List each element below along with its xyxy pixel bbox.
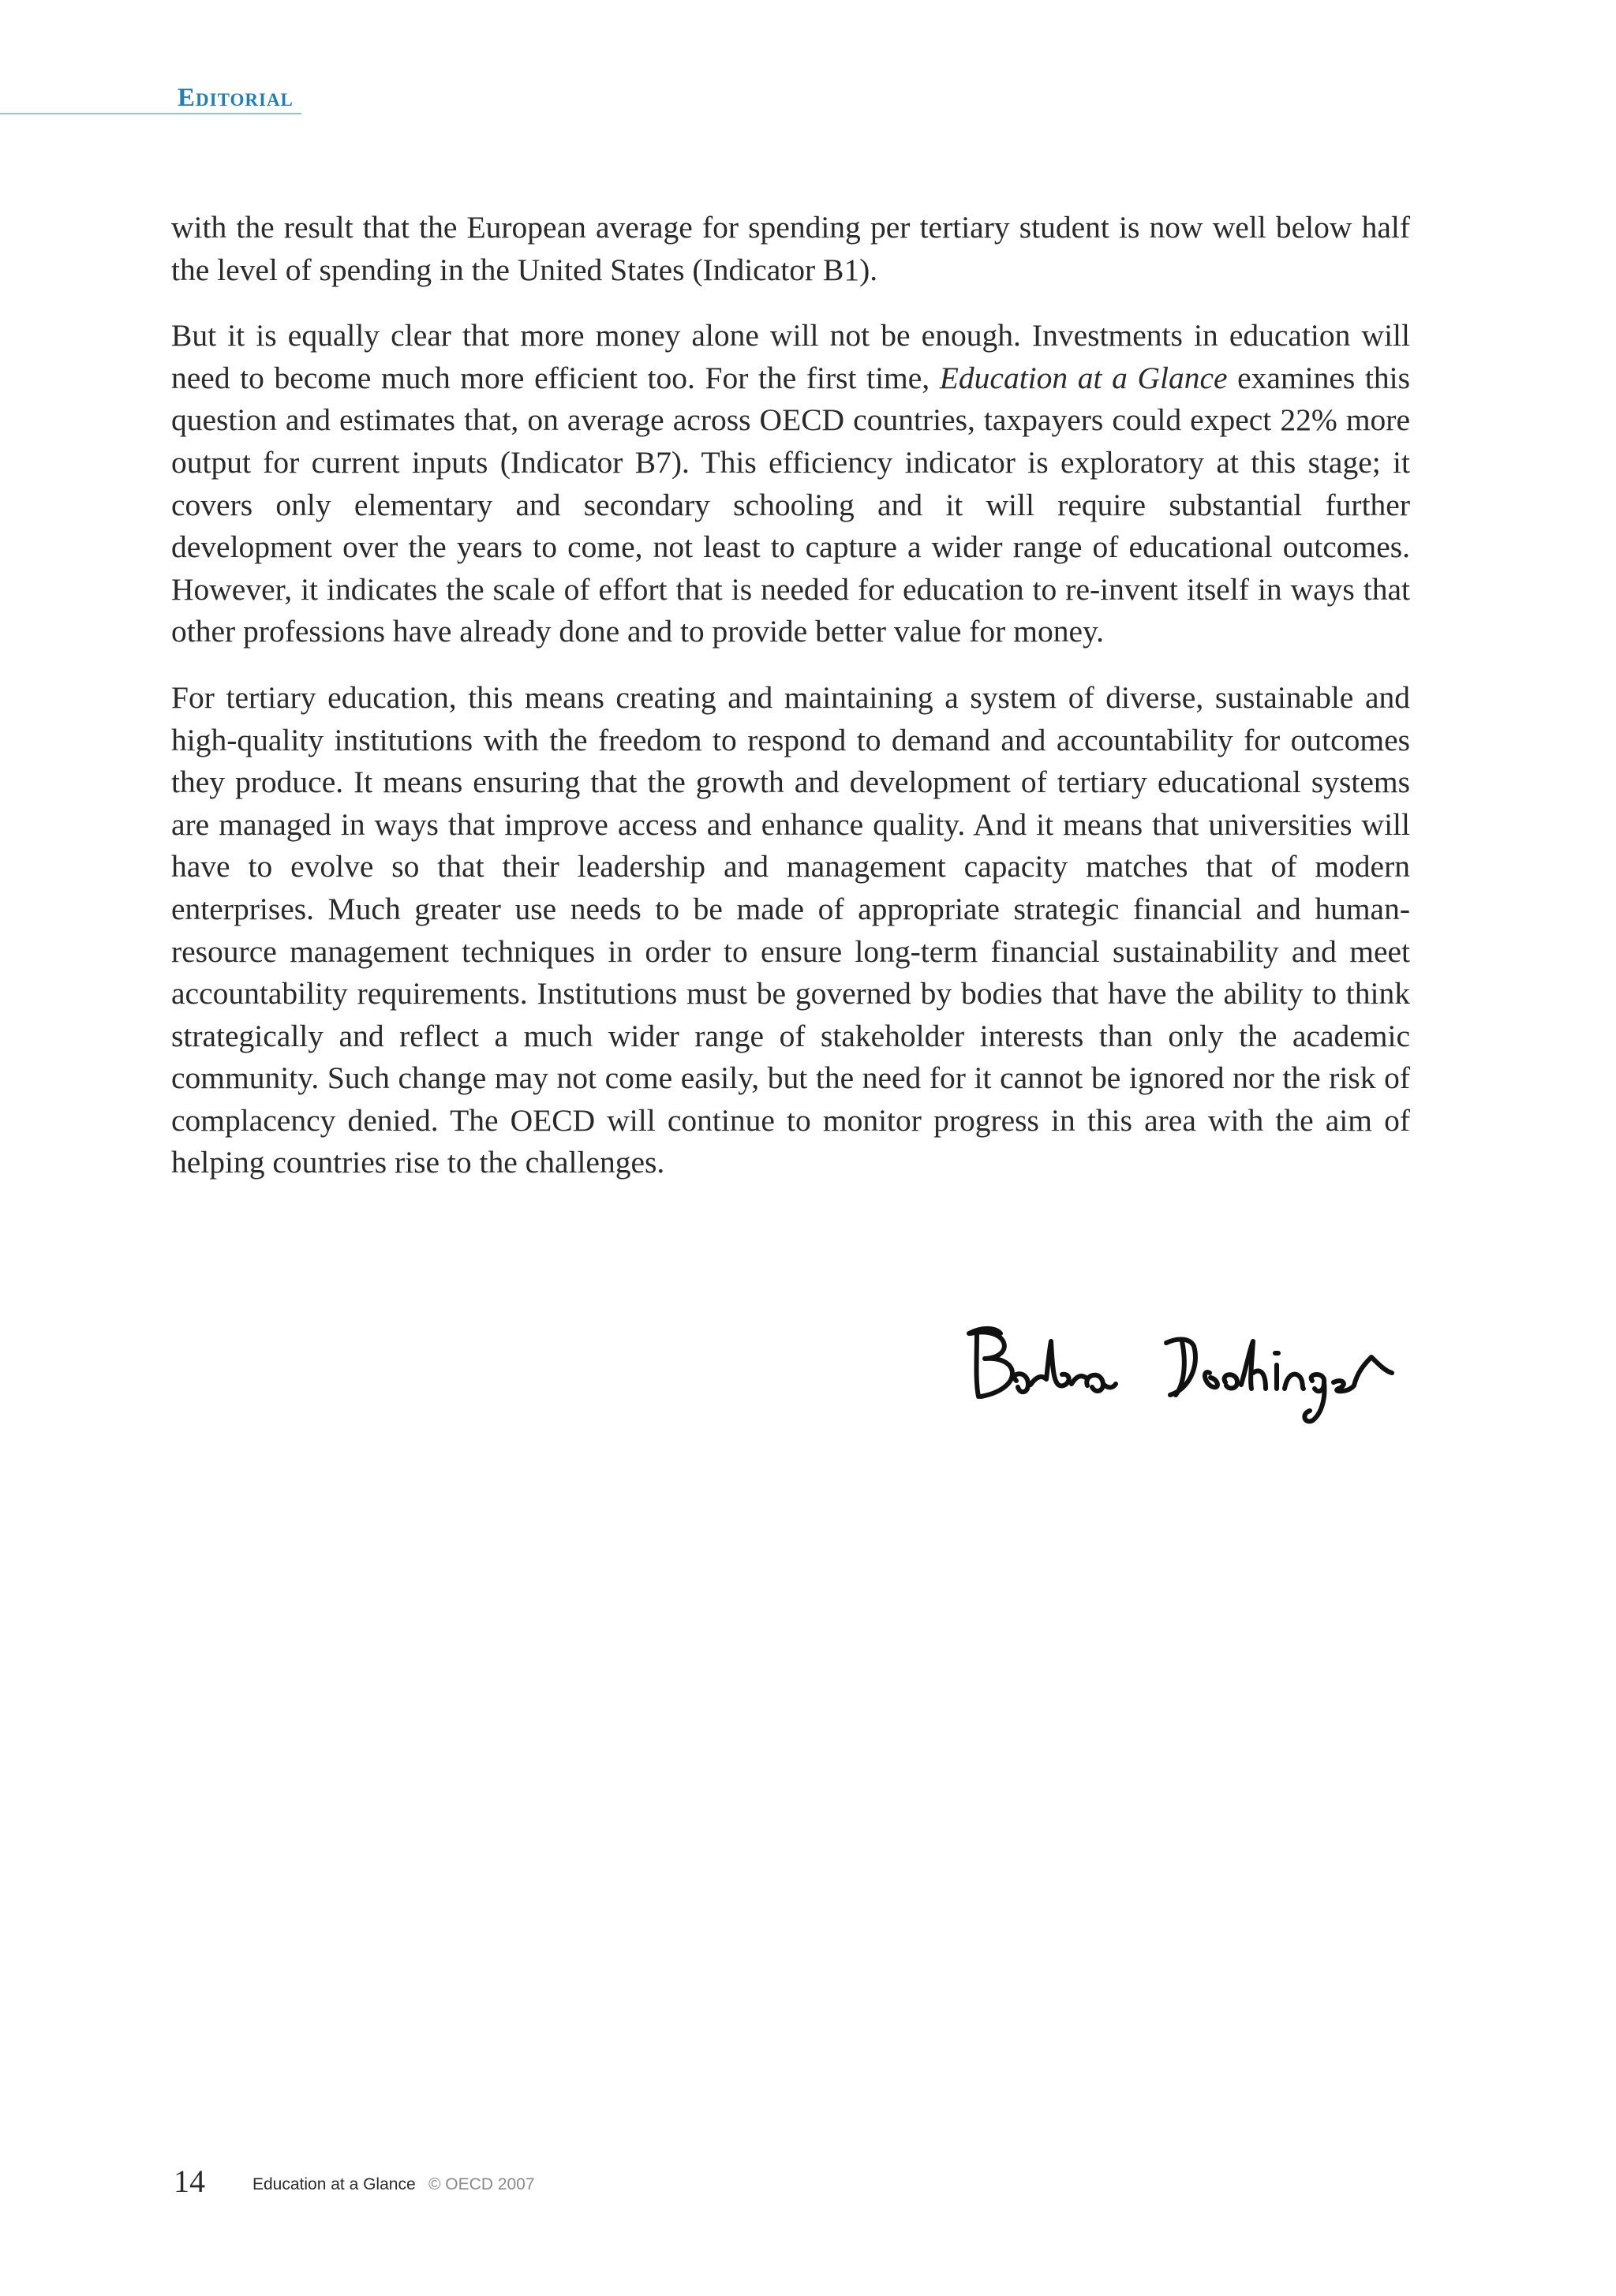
paragraph-2-lead: But it is equally clear that more money alone will not be enough. Investments in education will need to become much more efficient too. For the first time, bbox=[171, 318, 1410, 395]
editorial-body bbox=[171, 207, 1410, 1208]
paragraph-2 bbox=[171, 315, 1410, 653]
header-rule bbox=[0, 113, 301, 114]
publication-name: Education at a Glance bbox=[252, 2175, 416, 2193]
publication-title: Education at a Glance bbox=[939, 360, 1228, 395]
signature bbox=[953, 1310, 1403, 1436]
section-header: Editorial bbox=[178, 84, 294, 112]
paragraph-3: For tertiary education, this means creating and maintaining a system of diverse, sustainable and high-quality institutions with the freedom to respond to demand and accountability for outcomes they produce. It means ensuring that the growth and development of tertiary educational systems are managed in ways that improve access and enhance quality. And it means that universities will have to evolve so that their leadership and management capacity matches that of modern enterprises. Much greater use needs to be made of appropriate strategic financial and human-resource management techniques in order to ensure long-term financial sustainability and meet accountability requirements. Institutions must be governed by bodies that have the ability to think strategically and reflect a much wider range of stakeholder interests than only the academic community. Such change may not come easily, but the need for it cannot be ignored nor the risk of complacency denied. The OECD will continue to monitor progress in this area with the aim of helping countries rise to the challenges. bbox=[171, 679, 1410, 1180]
page-number: 14 bbox=[174, 2163, 205, 2199]
paragraph-2-rest: examines this question and estimates that, on average across OECD countries, taxpayers could expect 22% more output for current inputs (Indicator B7). This efficiency indicator is exploratory at this stage; it covers only elementary and secondary schooling and it will require substantial further development over the years to come, not least to capture a wider range of educational outcomes. However, it indicates the scale of effort that is needed for education to re-invent itself in ways that other professions have already done and to provide better value for money. bbox=[171, 360, 1410, 649]
paragraph-1: with the result that the European average for spending per tertiary student is now well below half the level of spending in the United States (Indicator B1). bbox=[171, 210, 1410, 287]
copyright: © OECD 2007 bbox=[428, 2175, 535, 2193]
